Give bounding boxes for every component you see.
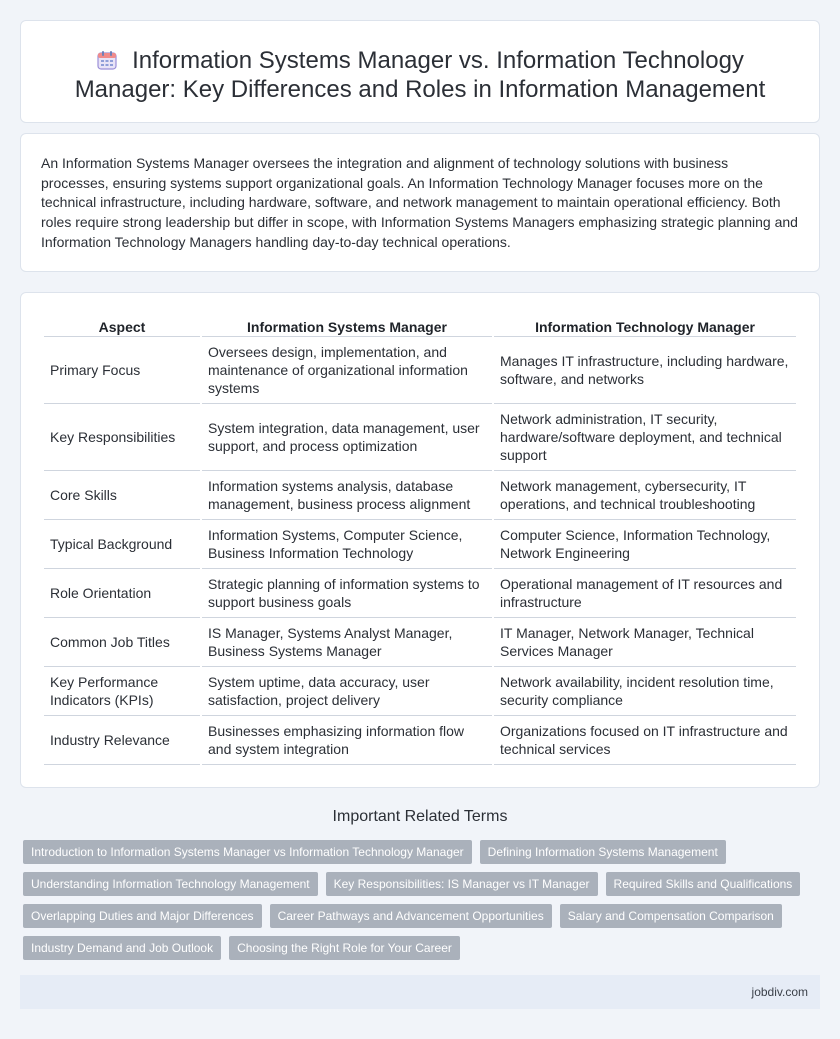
cell-aspect: Industry Relevance — [44, 716, 200, 765]
table-row — [44, 667, 796, 716]
related-term-tag[interactable]: Understanding Information Technology Management — [23, 872, 318, 896]
table-row — [44, 404, 796, 471]
related-term-tag[interactable]: Key Responsibilities: IS Manager vs IT Manager — [326, 872, 598, 896]
cell-aspect: Common Job Titles — [44, 618, 200, 667]
tag-row — [23, 904, 823, 928]
cell-is: System integration, data management, user support, and process optimization — [202, 404, 492, 471]
intro-card — [20, 133, 820, 272]
tag-row — [23, 872, 823, 896]
cell-aspect: Role Orientation — [44, 569, 200, 618]
cell-it: IT Manager, Network Manager, Technical Services Manager — [494, 618, 796, 667]
calendar-icon — [96, 49, 118, 71]
table-row — [44, 569, 796, 618]
page-title-text: Information Systems Manager vs. Information Technology Manager: Key Differences and Roles in Information Management — [74, 47, 766, 103]
cell-it: Network availability, incident resolution time, security compliance — [494, 667, 796, 716]
cell-it: Organizations focused on IT infrastructure and technical services — [494, 716, 796, 765]
related-terms-list — [23, 840, 823, 968]
header-card — [20, 20, 820, 123]
related-term-tag[interactable]: Choosing the Right Role for Your Career — [229, 936, 460, 960]
related-term-tag[interactable]: Required Skills and Qualifications — [606, 872, 801, 896]
related-term-tag[interactable]: Defining Information Systems Management — [480, 840, 726, 864]
related-term-tag[interactable]: Introduction to Information Systems Manager vs Information Technology Manager — [23, 840, 472, 864]
cell-is: Strategic planning of information systems to support business goals — [202, 569, 492, 618]
cell-it: Network management, cybersecurity, IT operations, and technical troubleshooting — [494, 471, 796, 520]
cell-is: System uptime, data accuracy, user satisfaction, project delivery — [202, 667, 492, 716]
table-row — [44, 520, 796, 569]
footer — [20, 975, 820, 1009]
cell-aspect: Typical Background — [44, 520, 200, 569]
related-term-tag[interactable]: Industry Demand and Job Outlook — [23, 936, 221, 960]
comparison-table — [42, 315, 798, 765]
cell-it: Operational management of IT resources and infrastructure — [494, 569, 796, 618]
table-header-row — [44, 315, 796, 337]
cell-is: IS Manager, Systems Analyst Manager, Business Systems Manager — [202, 618, 492, 667]
cell-is: Information systems analysis, database management, business process alignment — [202, 471, 492, 520]
tag-row — [23, 840, 823, 864]
related-term-tag[interactable]: Salary and Compensation Comparison — [560, 904, 782, 928]
related-terms-heading: Important Related Terms — [332, 808, 508, 825]
table-row — [44, 716, 796, 765]
tag-row — [23, 936, 823, 960]
cell-aspect: Key Performance Indicators (KPIs) — [44, 667, 200, 716]
table-row — [44, 337, 796, 404]
cell-aspect: Core Skills — [44, 471, 200, 520]
cell-aspect: Primary Focus — [44, 337, 200, 404]
related-term-tag[interactable]: Career Pathways and Advancement Opportunities — [270, 904, 552, 928]
cell-is: Businesses emphasizing information flow and system integration — [202, 716, 492, 765]
cell-it: Manages IT infrastructure, including hardware, software, and networks — [494, 337, 796, 404]
header-aspect: Aspect — [44, 315, 200, 337]
header-is-manager: Information Systems Manager — [202, 315, 492, 337]
intro-paragraph: An Information Systems Manager oversees the integration and alignment of technology solutions with business processes, ensuring systems support organizational goals. An Information Technology Manager focuses more on the technical infrastructure, including hardware, software, and network management to maintain operational efficiency. Both roles require strong leadership but differ in scope, with Information Systems Managers emphasizing strategic planning and Information Technology Managers handling day-to-day technical operations. — [41, 155, 798, 250]
cell-it: Network administration, IT security, hardware/software deployment, and technical support — [494, 404, 796, 471]
header-it-manager: Information Technology Manager — [494, 315, 796, 337]
comparison-table-card — [20, 292, 820, 788]
cell-is: Information Systems, Computer Science, Business Information Technology — [202, 520, 492, 569]
cell-aspect: Key Responsibilities — [44, 404, 200, 471]
cell-it: Computer Science, Information Technology, Network Engineering — [494, 520, 796, 569]
table-row — [44, 471, 796, 520]
cell-is: Oversees design, implementation, and maintenance of organizational information systems — [202, 337, 492, 404]
footer-site-link[interactable]: jobdiv.com — [751, 985, 808, 999]
table-row — [44, 618, 796, 667]
related-term-tag[interactable]: Overlapping Duties and Major Differences — [23, 904, 262, 928]
page-title — [21, 46, 819, 104]
